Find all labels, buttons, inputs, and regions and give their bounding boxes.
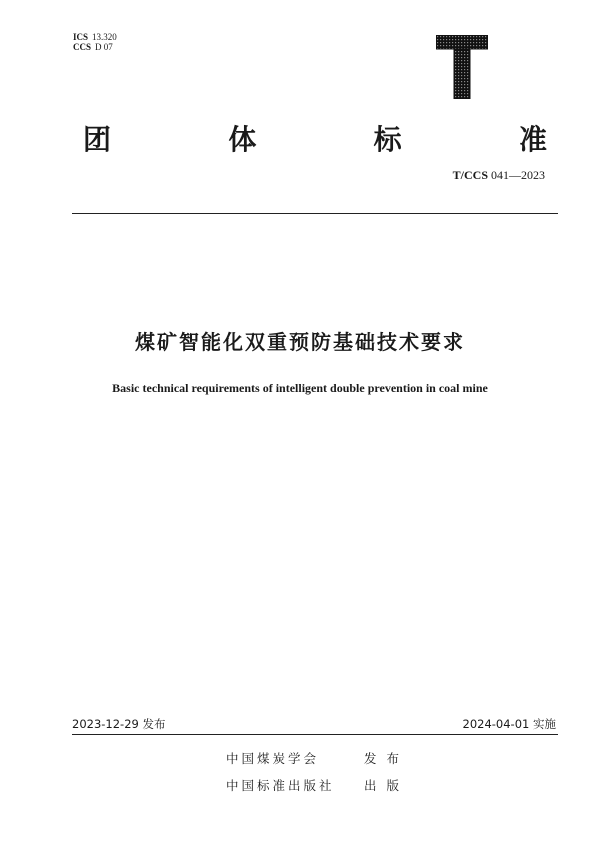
ccs-value: D 07 xyxy=(95,42,113,52)
publisher-action: 出版 xyxy=(364,778,410,793)
publisher-line xyxy=(226,749,409,767)
ics-label: ICS xyxy=(73,32,89,42)
classification-codes xyxy=(73,32,117,52)
top-divider xyxy=(72,213,558,214)
release-date: 2023-12-29 发布 xyxy=(72,717,166,731)
standard-number-value: 041—2023 xyxy=(491,168,545,182)
category-char: 准 xyxy=(518,123,547,156)
title-english: Basic technical requirements of intelligent double prevention in coal mine xyxy=(112,381,488,395)
ics-code xyxy=(73,32,117,42)
title-chinese: 煤矿智能化双重预防基础技术要求 xyxy=(135,330,465,354)
publisher-action: 发布 xyxy=(364,751,410,766)
standard-number-prefix: T/CCS xyxy=(452,168,488,182)
ccs-code xyxy=(73,42,117,52)
publisher-org: 中国煤炭学会 xyxy=(226,751,320,766)
publisher-line xyxy=(226,776,409,794)
standard-category-heading xyxy=(80,118,550,158)
ccs-label: CCS xyxy=(73,42,92,52)
ics-value: 13.320 xyxy=(92,32,117,42)
implementation-date: 2024-04-01 实施 xyxy=(462,717,556,731)
standard-number xyxy=(453,168,545,183)
standard-type-logo xyxy=(436,35,488,99)
publisher-org: 中国标准出版社 xyxy=(226,778,335,793)
bottom-divider xyxy=(72,734,558,735)
category-char: 团 xyxy=(82,123,111,156)
category-char: 标 xyxy=(373,123,402,156)
category-char: 体 xyxy=(228,123,257,156)
